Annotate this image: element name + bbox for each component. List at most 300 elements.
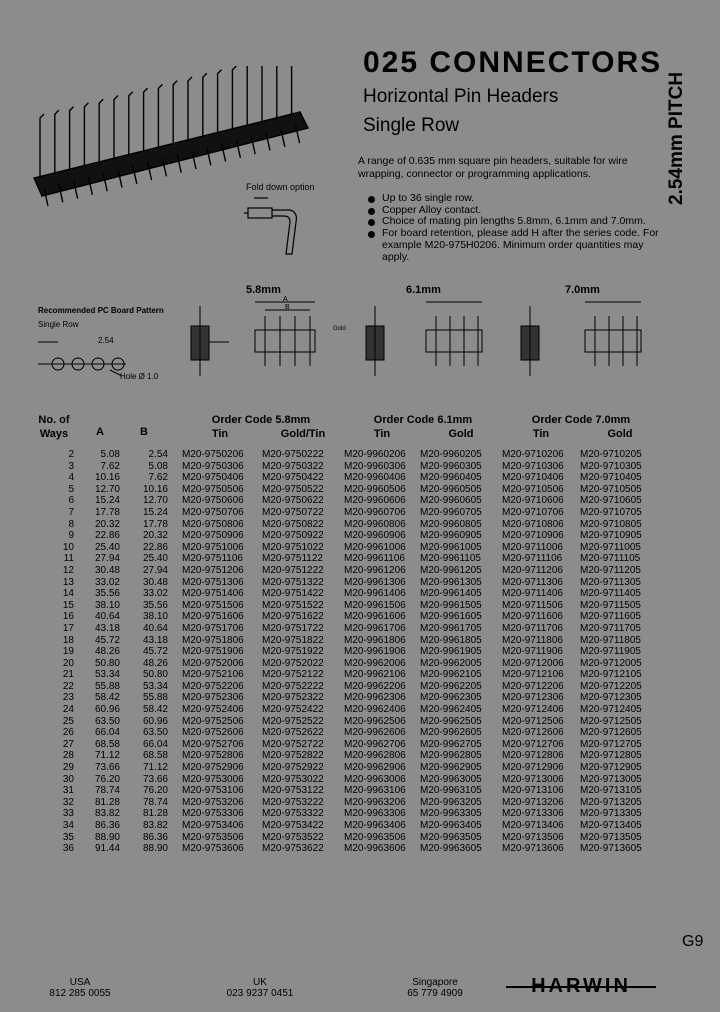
table-row <box>34 577 660 589</box>
table-cell: 24 <box>62 704 74 716</box>
col-tin-58: Tin <box>211 427 229 440</box>
table-cell: M20-9753406 <box>182 820 244 831</box>
page-subtitle-row: Single Row <box>363 115 460 136</box>
table-cell: M20-9750906 <box>182 530 244 542</box>
office-singapore-phone: 65 779 4909 <box>407 988 463 999</box>
table-cell: 53.34 <box>94 669 120 681</box>
table-cell: M20-9753106 <box>182 785 244 797</box>
table-cell: M20-9752222 <box>262 680 324 692</box>
table-cell: M20-9962606 <box>344 727 406 739</box>
table-cell: M20-9960706 <box>344 506 406 518</box>
drawing-58 <box>185 296 355 382</box>
col-a: A <box>96 425 104 438</box>
table-cell: M20-9753522 <box>262 831 324 843</box>
table-cell: M20-9712406 <box>502 704 564 716</box>
table-cell: M20-9960805 <box>420 518 482 530</box>
table-cell: 12.70 <box>142 495 168 507</box>
table-cell: M20-9751022 <box>262 541 324 553</box>
table-cell: M20-9962706 <box>344 738 406 750</box>
table-cell: M20-9961106 <box>344 553 405 565</box>
dim-label-70: 7.0mm <box>565 284 600 296</box>
table-cell: 55.88 <box>142 692 168 704</box>
table-cell: M20-9961005 <box>420 541 482 553</box>
table-cell: M20-9750522 <box>262 483 324 495</box>
table-cell: M20-9751122 <box>262 553 323 565</box>
header-pin <box>292 66 296 115</box>
table-cell: 35.56 <box>94 588 120 600</box>
table-cell: M20-9962005 <box>420 657 482 669</box>
office-singapore <box>395 977 475 999</box>
col-gold-70: Gold <box>607 427 633 440</box>
table-row <box>34 530 660 542</box>
table-cell: 5.08 <box>100 449 120 460</box>
table-cell: 22.86 <box>94 530 120 542</box>
table-cell: M20-9750622 <box>262 495 324 507</box>
table-cell: M20-9963406 <box>344 820 406 831</box>
dim-label-58: 5.8mm <box>246 284 281 296</box>
table-cell: 12 <box>62 564 74 576</box>
table-cell: M20-9962206 <box>344 680 406 692</box>
table-cell: M20-9710305 <box>580 460 642 472</box>
table-cell: M20-9962105 <box>420 669 482 681</box>
table-cell: M20-9711505 <box>580 599 641 611</box>
table-cell: 23 <box>62 692 74 704</box>
table-cell: M20-9752106 <box>182 669 244 681</box>
table-cell: M20-9963106 <box>344 785 406 797</box>
table-cell: 81.28 <box>94 796 120 808</box>
table-cell: M20-9751606 <box>182 611 244 623</box>
table-cell: M20-9710805 <box>580 518 642 530</box>
table-cell: M20-9962205 <box>420 680 482 692</box>
header-pin <box>70 107 74 171</box>
table-cell: 45.72 <box>142 646 168 658</box>
table-cell: M20-9712705 <box>580 738 642 750</box>
table-cell: M20-9961506 <box>344 599 406 611</box>
header-pin <box>203 73 207 137</box>
table-cell: M20-9960306 <box>344 460 406 472</box>
office-singapore-label: Singapore <box>412 977 458 988</box>
table-cell: M20-9963005 <box>420 773 482 785</box>
table-cell: M20-9711605 <box>580 611 641 623</box>
header-pin <box>144 88 148 152</box>
table-row <box>34 646 660 658</box>
feature-list <box>368 193 668 263</box>
table-cell: M20-9960605 <box>420 495 482 507</box>
table-cell: M20-9711906 <box>502 646 563 658</box>
office-usa-label: USA <box>69 977 91 988</box>
table-cell: M20-9752406 <box>182 704 244 716</box>
table-cell: 29 <box>62 762 74 774</box>
table-cell: M20-9752006 <box>182 657 244 669</box>
table-cell: 33.02 <box>142 588 168 600</box>
table-cell: M20-9711805 <box>580 634 641 646</box>
table-cell: M20-9962705 <box>420 738 482 750</box>
table-cell: 31 <box>62 785 74 797</box>
table-cell: M20-9713606 <box>502 843 564 855</box>
table-cell: M20-9962006 <box>344 657 406 669</box>
table-cell: M20-9712206 <box>502 680 564 692</box>
col-gold-61: Gold <box>448 427 474 440</box>
table-cell: 35 <box>62 831 74 843</box>
col-b: B <box>140 425 148 438</box>
table-cell: M20-9712505 <box>580 715 642 727</box>
table-cell: M20-9711406 <box>502 588 563 600</box>
pcb-pattern-sub: Single Row <box>38 320 79 329</box>
table-cell: M20-9962306 <box>344 692 406 704</box>
table-cell: 88.90 <box>142 843 168 855</box>
table-cell: M20-9750506 <box>182 483 244 495</box>
table-cell: M20-9710306 <box>502 460 564 472</box>
table-cell: M20-9713105 <box>580 785 642 797</box>
table-cell: M20-9960305 <box>420 460 482 472</box>
table-cell: M20-9961306 <box>344 576 406 588</box>
office-uk-phone: 023 9237 0451 <box>226 988 294 999</box>
table-cell: M20-9962106 <box>344 669 406 681</box>
office-usa-phone: 812 285 0055 <box>49 988 111 999</box>
table-cell: M20-9710705 <box>580 506 642 518</box>
table-cell: M20-9750822 <box>262 518 324 530</box>
table-cell: M20-9961805 <box>420 634 482 646</box>
table-cell: 66.04 <box>142 738 168 750</box>
table-cell: 86.36 <box>142 831 168 843</box>
table-cell: M20-9711005 <box>580 541 641 553</box>
table-cell: 73.66 <box>94 762 120 774</box>
table-cell: 30.48 <box>94 564 120 576</box>
table-cell: M20-9961605 <box>420 611 482 623</box>
office-uk <box>210 977 310 999</box>
table-cell: M20-9712305 <box>580 692 642 704</box>
table-cell: 73.66 <box>142 773 168 785</box>
table-cell: M20-9710906 <box>502 530 564 542</box>
table-cell: 33 <box>62 808 74 820</box>
col-ways: No. of Ways <box>38 414 70 440</box>
table-cell: M20-9751306 <box>182 576 244 588</box>
table-cell: 50.80 <box>94 657 120 669</box>
table-cell: M20-9963105 <box>420 785 482 797</box>
table-row <box>34 785 660 797</box>
table-cell: M20-9960205 <box>420 449 482 460</box>
table-cell: M20-9713005 <box>580 773 642 785</box>
table-cell: 20 <box>62 657 74 669</box>
table-cell: M20-9750706 <box>182 506 244 518</box>
header-pin <box>99 99 103 163</box>
table-cell: M20-9963605 <box>420 843 482 855</box>
pitch-label: 2.54mm PITCH <box>666 71 687 205</box>
office-usa <box>40 977 120 999</box>
table-cell: M20-9713306 <box>502 808 564 820</box>
table-cell: M20-9711305 <box>580 576 641 588</box>
table-cell: 68.58 <box>94 738 120 750</box>
table-cell: M20-9752722 <box>262 738 324 750</box>
dim-label-61: 6.1mm <box>406 284 441 296</box>
table-cell: M20-9710405 <box>580 472 642 484</box>
table-cell: M20-9712605 <box>580 727 642 739</box>
table-cell: M20-9753306 <box>182 808 244 820</box>
table-row <box>34 774 660 786</box>
header-pin <box>114 96 118 160</box>
table-cell: M20-9711006 <box>502 541 563 553</box>
table-cell: M20-9750422 <box>262 472 324 484</box>
table-cell: M20-9750206 <box>182 449 244 460</box>
table-cell: M20-9962605 <box>420 727 482 739</box>
table-cell: M20-9752922 <box>262 762 324 774</box>
table-cell: 45.72 <box>94 634 120 646</box>
table-cell: 55.88 <box>94 680 120 692</box>
table-cell: M20-9962905 <box>420 762 482 774</box>
table-cell: M20-9713506 <box>502 831 564 843</box>
table-cell: M20-9750806 <box>182 518 244 530</box>
table-cell: M20-9960405 <box>420 472 482 484</box>
table-cell: M20-9960705 <box>420 506 482 518</box>
table-cell: M20-9751322 <box>262 576 324 588</box>
table-cell: M20-9963606 <box>344 843 406 855</box>
table-cell: 38.10 <box>94 599 120 611</box>
table-row <box>34 704 660 716</box>
table-cell: M20-9963306 <box>344 808 406 820</box>
table-row <box>34 797 660 809</box>
table-cell: M20-9750606 <box>182 495 244 507</box>
table-cell: M20-9752706 <box>182 738 244 750</box>
table-cell: 27 <box>62 738 74 750</box>
table-cell: 11 <box>63 553 74 565</box>
table-cell: 30 <box>62 773 74 785</box>
table-cell: M20-9962405 <box>420 704 482 716</box>
table-cell: 76.20 <box>94 773 120 785</box>
table-cell: M20-9711606 <box>502 611 563 623</box>
table-cell: 22 <box>62 680 74 692</box>
table-cell: M20-9711806 <box>502 634 563 646</box>
table-cell: 21 <box>62 669 74 681</box>
table-cell: 78.74 <box>142 796 168 808</box>
header-pin <box>173 81 177 145</box>
header-pin <box>129 92 133 156</box>
table-cell: 43.18 <box>94 622 120 634</box>
table-cell: 83.82 <box>142 820 168 831</box>
table-cell: M20-9712405 <box>580 704 642 716</box>
table-cell: M20-9961206 <box>344 564 406 576</box>
pcb-hole-label: Hole Ø 1.0 <box>120 372 159 381</box>
table-cell: M20-9711706 <box>502 622 563 634</box>
table-cell: 12.70 <box>94 483 120 495</box>
table-cell: 17 <box>62 622 74 634</box>
table-cell: 14 <box>62 588 74 600</box>
table-cell: 25.40 <box>94 541 120 553</box>
table-cell: M20-9713206 <box>502 796 564 808</box>
table-row <box>34 449 660 461</box>
pcb-pitch-label: 2.54 <box>98 336 114 345</box>
pcb-pattern-title: Recommended PC Board Pattern <box>38 306 164 315</box>
table-cell: 10 <box>62 541 74 553</box>
table-cell: 33.02 <box>94 576 120 588</box>
table-cell: M20-9750722 <box>262 506 324 518</box>
table-cell: 91.44 <box>94 843 120 855</box>
table-row <box>34 484 660 496</box>
table-cell: M20-9750322 <box>262 460 324 472</box>
table-cell: M20-9713605 <box>580 843 642 855</box>
table-cell: M20-9752506 <box>182 715 244 727</box>
dim-b-label: B <box>285 304 290 311</box>
table-cell: M20-9713106 <box>502 785 564 797</box>
table-cell: 71.12 <box>142 762 168 774</box>
table-cell: 71.12 <box>94 750 120 762</box>
table-cell: M20-9751722 <box>262 622 324 634</box>
table-cell: M20-9963405 <box>420 820 482 831</box>
header-pin <box>247 66 251 126</box>
table-cell: 18 <box>62 634 74 646</box>
table-cell: M20-9713505 <box>580 831 642 843</box>
table-cell: M20-9752022 <box>262 657 324 669</box>
table-cell: M20-9960606 <box>344 495 406 507</box>
table-cell: 38.10 <box>142 611 168 623</box>
table-cell: M20-9961105 <box>420 553 481 565</box>
table-cell: 48.26 <box>94 646 120 658</box>
header-pin <box>277 66 281 119</box>
table-cell: 60.96 <box>94 704 120 716</box>
table-cell: M20-9712105 <box>580 669 642 681</box>
drawing-61 <box>360 296 510 382</box>
table-cell: M20-9961905 <box>420 646 482 658</box>
table-cell: M20-9710606 <box>502 495 564 507</box>
table-cell: 50.80 <box>142 669 168 681</box>
col-oc70: Order Code 7.0mm <box>531 413 631 426</box>
table-row <box>34 635 660 647</box>
table-cell: M20-9750922 <box>262 530 324 542</box>
table-cell: M20-9751522 <box>262 599 324 611</box>
table-cell: M20-9710806 <box>502 518 564 530</box>
table-cell: M20-9752422 <box>262 704 324 716</box>
table-cell: M20-9961405 <box>420 588 482 600</box>
table-cell: 7.62 <box>100 460 120 472</box>
table-cell: M20-9961006 <box>344 541 406 553</box>
table-cell: 66.04 <box>94 727 120 739</box>
table-cell: M20-9753422 <box>262 820 324 831</box>
table-cell: 20.32 <box>94 518 120 530</box>
feature-item: For board retention, please add H after the series code. For example M20-975H0206. Minimum order quantities may apply. <box>368 228 668 263</box>
order-code-table <box>34 413 660 855</box>
table-cell: M20-9711205 <box>580 564 641 576</box>
table-cell: M20-9960905 <box>420 530 482 542</box>
col-goldtin-58: Gold/Tin <box>280 427 326 440</box>
feature-item: Choice of mating pin lengths 5.8mm, 6.1mm and 7.0mm. <box>368 216 668 228</box>
feature-item: Up to 36 single row. <box>368 193 668 205</box>
table-cell: M20-9712905 <box>580 762 642 774</box>
table-cell: M20-9751222 <box>262 564 324 576</box>
page-title: 025 CONNECTORS <box>363 46 663 79</box>
table-cell: M20-9753506 <box>182 831 244 843</box>
table-cell: 3 <box>68 460 74 472</box>
table-cell: M20-9710605 <box>580 495 642 507</box>
table-cell: 15.24 <box>94 495 120 507</box>
col-oc61: Order Code 6.1mm <box>373 413 473 426</box>
table-cell: 86.36 <box>94 820 120 831</box>
table-cell: 53.34 <box>142 680 168 692</box>
table-cell: 4 <box>68 472 74 484</box>
table-cell: M20-9712706 <box>502 738 564 750</box>
col-tin-61: Tin <box>373 427 391 440</box>
table-cell: 32 <box>62 796 74 808</box>
table-cell: M20-9753006 <box>182 773 244 785</box>
table-cell: 63.50 <box>142 727 168 739</box>
table-cell: M20-9752822 <box>262 750 324 762</box>
fold-down-drawing <box>244 194 314 264</box>
table-row <box>34 762 660 774</box>
table-row <box>34 808 660 820</box>
table-cell: M20-9751006 <box>182 541 244 553</box>
col-oc58: Order Code 5.8mm <box>211 413 311 426</box>
table-row <box>34 519 660 531</box>
table-row <box>34 553 660 565</box>
table-cell: M20-9751206 <box>182 564 244 576</box>
table-cell: M20-9960505 <box>420 483 482 495</box>
table-cell: 63.50 <box>94 715 120 727</box>
table-cell: M20-9750406 <box>182 472 244 484</box>
table-row <box>34 832 660 844</box>
table-row <box>34 681 660 693</box>
table-cell: 6 <box>68 495 74 507</box>
table-cell: M20-9713205 <box>580 796 642 808</box>
table-cell: M20-9712606 <box>502 727 564 739</box>
table-cell: M20-9712506 <box>502 715 564 727</box>
table-cell: M20-9752122 <box>262 669 324 681</box>
table-row <box>34 739 660 751</box>
table-row <box>34 542 660 554</box>
table-cell: M20-9753022 <box>262 773 324 785</box>
feature-item: Copper Alloy contact. <box>368 205 668 217</box>
table-row <box>34 750 660 762</box>
table-cell: 40.64 <box>94 611 120 623</box>
table-cell: M20-9751706 <box>182 622 244 634</box>
table-cell: 5.08 <box>148 460 168 472</box>
page-number: G9 <box>682 933 704 950</box>
table-cell: M20-9710206 <box>502 449 564 460</box>
table-cell: M20-9713006 <box>502 773 564 785</box>
table-cell: 2.54 <box>148 449 168 460</box>
table-cell: M20-9751806 <box>182 634 244 646</box>
table-row <box>34 658 660 670</box>
table-cell: M20-9961305 <box>420 576 482 588</box>
table-cell: M20-9753322 <box>262 808 324 820</box>
table-cell: M20-9962506 <box>344 715 406 727</box>
table-cell: 78.74 <box>94 785 120 797</box>
table-cell: M20-9710406 <box>502 472 564 484</box>
table-cell: M20-9962505 <box>420 715 482 727</box>
header-pin <box>218 70 222 134</box>
table-cell: 17.78 <box>94 506 120 518</box>
table-cell: 8 <box>68 518 74 530</box>
table-cell: M20-9753122 <box>262 785 324 797</box>
table-cell: M20-9711306 <box>502 576 563 588</box>
table-row <box>34 507 660 519</box>
table-cell: M20-9750306 <box>182 460 244 472</box>
table-cell: M20-9711105 <box>580 553 641 565</box>
table-cell: M20-9710506 <box>502 483 564 495</box>
col-tin-70: Tin <box>532 427 550 440</box>
table-row <box>34 820 660 832</box>
table-cell: 26 <box>62 727 74 739</box>
table-cell: 25.40 <box>142 553 168 565</box>
table-cell: M20-9753206 <box>182 796 244 808</box>
table-cell: 17.78 <box>142 518 168 530</box>
drawing-70 <box>515 296 665 382</box>
table-cell: M20-9960206 <box>344 449 406 460</box>
table-cell: M20-9750222 <box>262 449 324 460</box>
table-cell: M20-9713405 <box>580 820 642 831</box>
table-cell: M20-9751922 <box>262 646 324 658</box>
table-cell: 40.64 <box>142 622 168 634</box>
table-cell: M20-9712805 <box>580 750 642 762</box>
table-row <box>34 669 660 681</box>
table-cell: M20-9752806 <box>182 750 244 762</box>
